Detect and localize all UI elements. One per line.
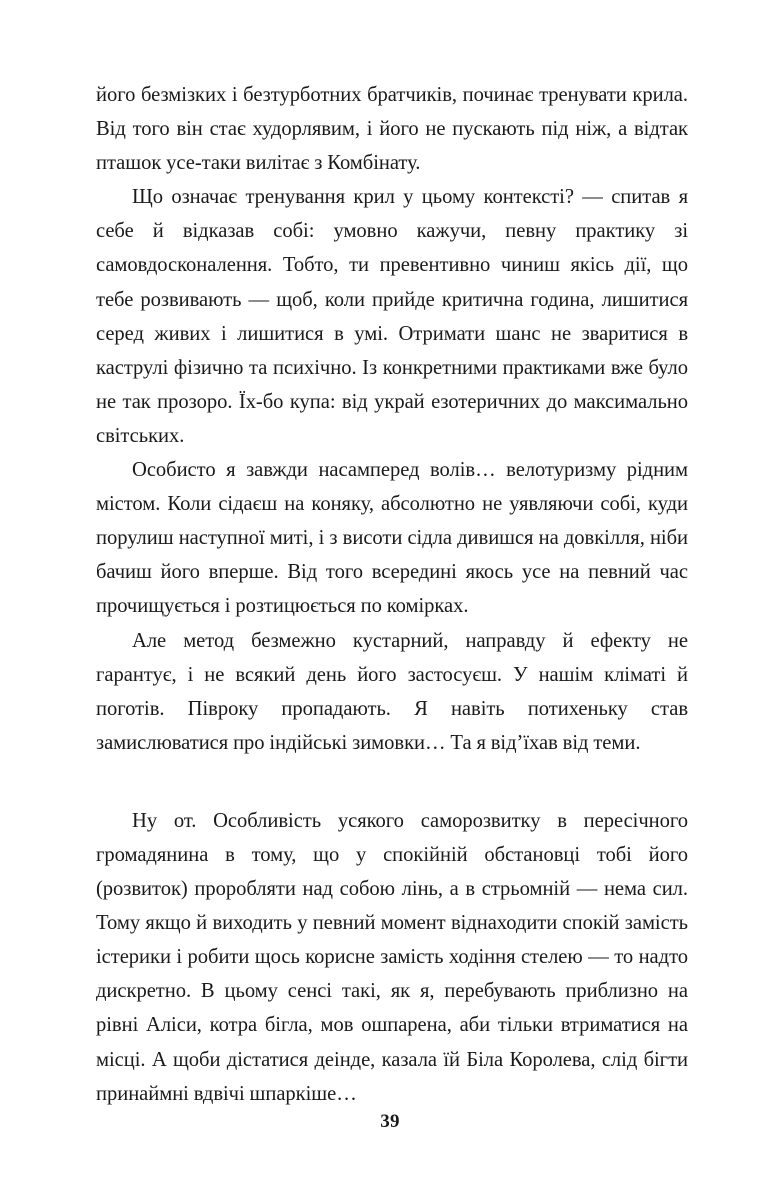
paragraph-continuation: його безмізких і безтурботних братчиків, починає тренувати крила. Від того він стає худорлявим, і його не пускають під ніж, а відтак пташок усе-таки вилітає з Комбінату. (96, 84, 688, 175)
paragraph: Особисто я завжди насамперед волів… велотуризму рідним містом. Коли сідаєш на коняку, абсолютно не уявляючи собі, куди порулиш наступної миті, і з висоти сідла дивишся на довкілля, ніби бачиш його вперше. Від того всередині якось усе на певний час прочищується і розтицюється по комірках. (96, 459, 688, 618)
paragraph: Ну от. Особливість усякого саморозвитку в пересічного громадянина в тому, що у спокійній обстановці тобі його (розвиток) проробляти над собою лінь, а в стрьомній — нема сил. Тому якщо й виходить у певний момент віднаходити спокій замість істерики і робити щось корисне замість ходіння стелею — то надто дискретно. В цьому сенсі такі, як я, перебувають приблизно на рівні Аліси, котра бігла, мов ошпарена, аби тільки втриматися на місці. А щоби дістатися деінде, казала їй Біла Королева, слід бігти принаймні вдвічі шпаркіше… (96, 809, 688, 1105)
paragraph: Але метод безмежно кустарний, направду й ефекту не гарантує, і не всякий день його застосуєш. У нашім кліматі й поготів. Півроку пропадають. Я навіть потихеньку став замислюватися про індійські зимовки… Та я від’їхав від теми. (96, 629, 688, 754)
paragraph: Що означає тренування крил у цьому контексті? — спитав я себе й відказав собі: умовно кажучи, певну практику зі самовдосконалення. Тобто, ти превентивно чиниш якісь дії, що тебе розвивають — щоб, коли прийде критична година, лишитися серед живих і лишитися в умі. Отримати шанс не зваритися в каструлі фізично та психічно. Із конкретними практиками вже було не так прозоро. Їх-бо купа: від украй езотеричних до максимально світських. (96, 186, 688, 447)
page-number: 39 (380, 1111, 400, 1132)
body-text-column (96, 78, 688, 1111)
section-break (96, 760, 688, 804)
